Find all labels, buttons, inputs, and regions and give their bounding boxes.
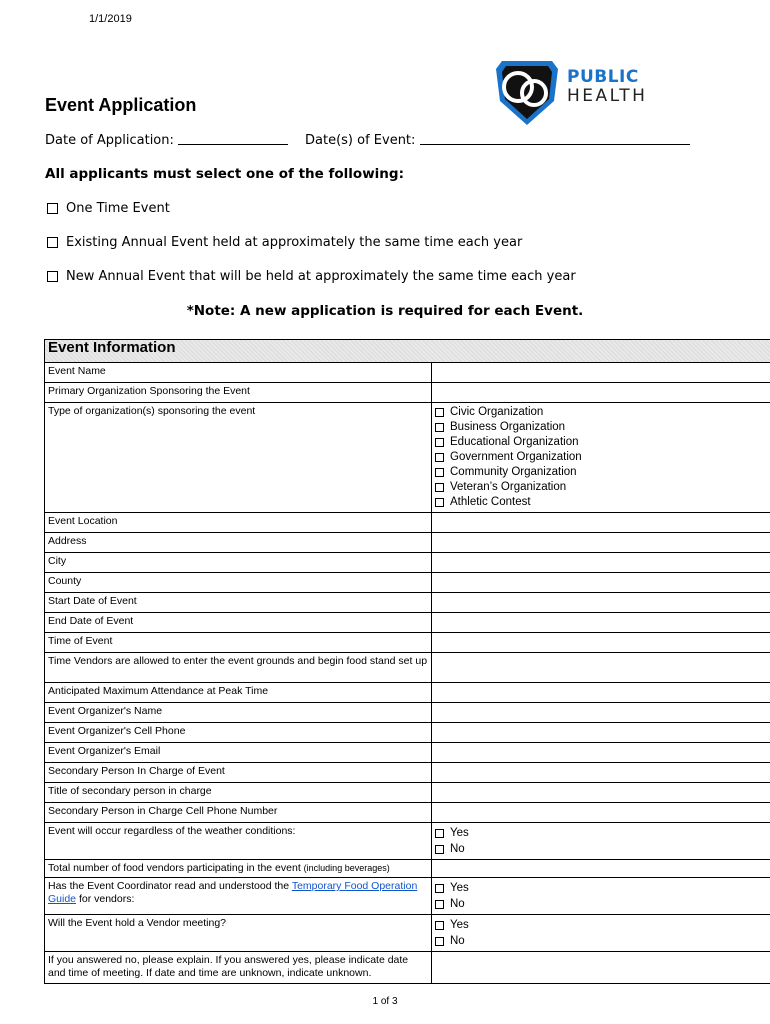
- option-label: Community Organization: [450, 466, 577, 478]
- logo-health-text: HEALTH: [567, 86, 648, 106]
- option-label: Government Organization: [450, 451, 582, 463]
- checkbox[interactable]: [435, 483, 444, 492]
- org-type-option[interactable]: [435, 405, 770, 420]
- weather-label: Event will occur regardless of the weather conditions:: [45, 823, 432, 860]
- event-location-input[interactable]: [432, 513, 770, 533]
- logo-letters: CG: [527, 103, 529, 104]
- document-date: 1/1/2019: [89, 13, 132, 25]
- option-label: Educational Organization: [450, 436, 579, 448]
- option-label: Yes: [450, 827, 469, 839]
- attendance-input[interactable]: [432, 683, 770, 703]
- vendor-meeting-options: [432, 915, 770, 952]
- vendor-count-note: (including beverages): [303, 863, 390, 873]
- organizer-name-input[interactable]: [432, 703, 770, 723]
- address-label: Address: [45, 533, 432, 553]
- dates-of-event-line[interactable]: [420, 132, 690, 145]
- event-information-table: [44, 339, 770, 984]
- no-option[interactable]: [435, 841, 770, 857]
- org-type-label: Type of organization(s) sponsoring the event: [45, 403, 432, 513]
- start-date-input[interactable]: [432, 593, 770, 613]
- shield-icon: [492, 57, 562, 127]
- county-label: County: [45, 573, 432, 593]
- start-date-label: Start Date of Event: [45, 593, 432, 613]
- option-label: No: [450, 898, 465, 910]
- primary-org-label: Primary Organization Sponsoring the Event: [45, 383, 432, 403]
- explain-input[interactable]: [432, 952, 770, 984]
- org-type-option[interactable]: [435, 495, 770, 510]
- checkbox[interactable]: [435, 438, 444, 447]
- city-label: City: [45, 553, 432, 573]
- vendor-count-input[interactable]: [432, 860, 770, 878]
- city-input[interactable]: [432, 553, 770, 573]
- page-title: Event Application: [45, 95, 197, 115]
- secondary-person-input[interactable]: [432, 763, 770, 783]
- organizer-cell-input[interactable]: [432, 723, 770, 743]
- date-of-application-field[interactable]: [45, 132, 288, 148]
- page-number: 1 of 3: [372, 996, 398, 1007]
- temporary-food-operation-guide-link[interactable]: Temporary Food Operation Guide: [48, 880, 418, 905]
- secondary-cell-input[interactable]: [432, 803, 770, 823]
- option-label: No: [450, 843, 465, 855]
- no-option[interactable]: [435, 933, 770, 949]
- address-input[interactable]: [432, 533, 770, 553]
- checkbox[interactable]: [435, 408, 444, 417]
- guide-suffix: for vendors:: [78, 892, 135, 905]
- vendor-meeting-label: Will the Event hold a Vendor meeting?: [45, 915, 432, 952]
- cg-public-health-logo: [492, 57, 662, 127]
- guide-prefix: Has the Event Coordinator read and understood the: [48, 880, 290, 892]
- weather-options: [432, 823, 770, 860]
- option-label: Yes: [450, 882, 469, 894]
- logo-public-text: PUBLIC: [567, 67, 639, 87]
- checkbox[interactable]: [47, 271, 58, 282]
- option-existing-annual-event[interactable]: [47, 235, 522, 250]
- end-date-label: End Date of Event: [45, 613, 432, 633]
- time-of-event-label: Time of Event: [45, 633, 432, 653]
- primary-org-input[interactable]: [432, 383, 770, 403]
- organizer-name-label: Event Organizer's Name: [45, 703, 432, 723]
- guide-options: [432, 878, 770, 915]
- event-name-label: Event Name: [45, 363, 432, 383]
- vendor-time-label: Time Vendors are allowed to enter the event grounds and begin food stand set up: [45, 653, 432, 683]
- date-of-application-label: Date of Application:: [45, 133, 174, 148]
- option-label: Existing Annual Event held at approximately the same time each year: [66, 235, 523, 250]
- option-label: Yes: [450, 919, 469, 931]
- yes-option[interactable]: [435, 917, 770, 933]
- guide-question-label: [45, 878, 432, 915]
- end-date-input[interactable]: [432, 613, 770, 633]
- checkbox[interactable]: [435, 829, 444, 838]
- event-information-heading: Event Information: [45, 340, 770, 363]
- date-of-application-line[interactable]: [178, 132, 288, 145]
- yes-option[interactable]: [435, 880, 770, 896]
- explain-label: If you answered no, please explain. If you answered yes, please indicate date and time of meeting. If date and time are unknown, indicate unknown.: [45, 952, 432, 984]
- secondary-person-label: Secondary Person In Charge of Event: [45, 763, 432, 783]
- org-type-option[interactable]: [435, 480, 770, 495]
- county-input[interactable]: [432, 573, 770, 593]
- secondary-title-input[interactable]: [432, 783, 770, 803]
- option-label: New Annual Event that will be held at approximately the same time each year: [66, 269, 576, 284]
- org-type-option[interactable]: [435, 435, 770, 450]
- event-location-label: Event Location: [45, 513, 432, 533]
- checkbox[interactable]: [435, 884, 444, 893]
- option-one-time-event[interactable]: [47, 201, 170, 216]
- checkbox[interactable]: [435, 845, 444, 854]
- dates-of-event-field[interactable]: [305, 132, 690, 148]
- option-new-annual-event[interactable]: [47, 269, 576, 284]
- checkbox[interactable]: [435, 468, 444, 477]
- checkbox[interactable]: [435, 423, 444, 432]
- checkbox[interactable]: [435, 453, 444, 462]
- checkbox[interactable]: [435, 900, 444, 909]
- checkbox[interactable]: [47, 203, 58, 214]
- vendor-count-text: Total number of food vendors participating in the event: [48, 862, 301, 874]
- org-type-option[interactable]: [435, 465, 770, 480]
- vendor-time-input[interactable]: [432, 653, 770, 683]
- checkbox[interactable]: [435, 937, 444, 946]
- organizer-email-label: Event Organizer's Email: [45, 743, 432, 763]
- option-label: Civic Organization: [450, 406, 544, 418]
- option-label: No: [450, 935, 465, 947]
- attendance-label: Anticipated Maximum Attendance at Peak Time: [45, 683, 432, 703]
- time-of-event-input[interactable]: [432, 633, 770, 653]
- vendor-count-label: [45, 860, 432, 878]
- selection-heading: All applicants must select one of the following:: [45, 166, 404, 182]
- checkbox[interactable]: [47, 237, 58, 248]
- organizer-email-input[interactable]: [432, 743, 770, 763]
- org-type-option[interactable]: [435, 420, 770, 435]
- organizer-cell-label: Event Organizer's Cell Phone: [45, 723, 432, 743]
- option-label: Veteran’s Organization: [450, 481, 567, 493]
- yes-option[interactable]: [435, 825, 770, 841]
- org-type-options: [432, 403, 770, 513]
- checkbox[interactable]: [435, 921, 444, 930]
- org-type-option[interactable]: [435, 450, 770, 465]
- checkbox[interactable]: [435, 498, 444, 507]
- application-note: *Note: A new application is required for each Event.: [186, 303, 584, 319]
- secondary-cell-label: Secondary Person in Charge Cell Phone Number: [45, 803, 432, 823]
- secondary-title-label: Title of secondary person in charge: [45, 783, 432, 803]
- option-label: Athletic Contest: [450, 496, 531, 508]
- no-option[interactable]: [435, 896, 770, 912]
- option-label: Business Organization: [450, 421, 566, 433]
- event-name-input[interactable]: [432, 363, 770, 383]
- dates-of-event-label: Date(s) of Event:: [305, 133, 416, 148]
- option-label: One Time Event: [66, 201, 170, 216]
